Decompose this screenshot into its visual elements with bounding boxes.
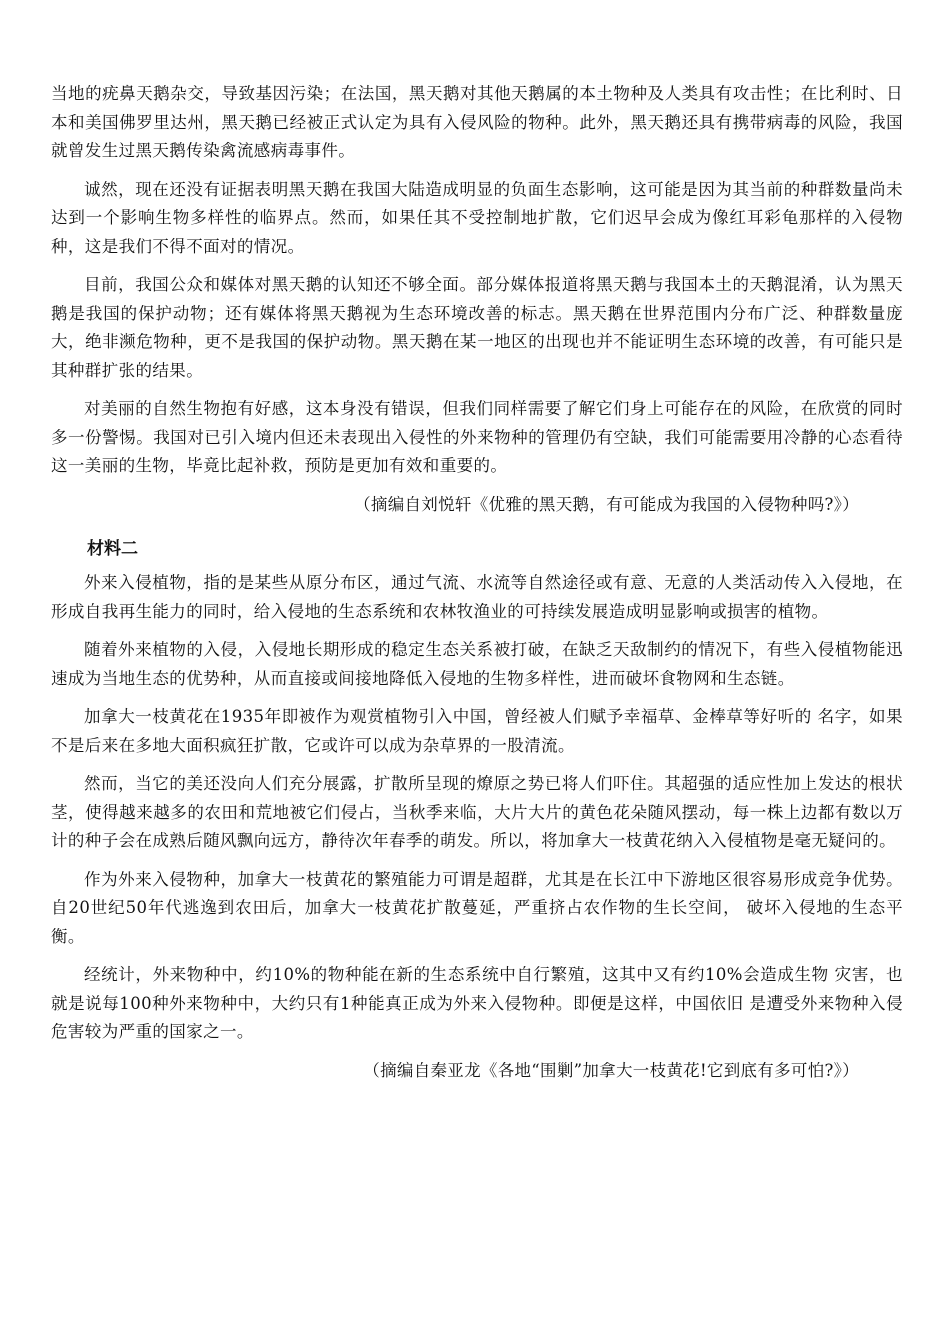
material-one-source: （摘编自刘悦轩《优雅的黑天鹅，有可能成为我国的入侵物种吗?》） [354, 494, 859, 514]
material-two-paragraph-2: 随着外来植物的入侵，入侵地长期形成的稳定生态关系被打破，在缺乏天敌制约的情况下，有些入侵植物能迅速成为当地生态的优势种，从而直接或间接地降低入侵地的生物多样性，进而破坏食物网和生态链。 [51, 640, 903, 688]
material-one-paragraph-1: 当地的疣鼻天鹅杂交，导致基因污染；在法国，黑天鹅对其他天鹅属的本土物种及人类具有攻击性；在比利时、日本和美国佛罗里达州，黑天鹅已经被正式认定为具有入侵风险的物种。此外，黑天鹅还具有携带病毒的风险，我国就曾发生过黑天鹅传染禽流感病毒事件。 [51, 84, 903, 160]
material-one-paragraph-4: 对美丽的自然生物抱有好感，这本身没有错误，但我们同样需要了解它们身上可能存在的风险，在欣赏的同时多一份警惕。我国对已引入境内但还未表现出入侵性的外来物种的管理仍有空缺，我们可能需要用冷静的心态看待这一美丽的生物，毕竟比起补救，预防是更加有效和重要的。 [51, 399, 903, 475]
document-page [51, 80, 903, 1101]
material-two-source: （摘编自秦亚龙《各地“围剿”加拿大一枝黄花!它到底有多可怕?》） [363, 1060, 859, 1080]
material-one-paragraph-3: 目前，我国公众和媒体对黑天鹅的认知还不够全面。部分媒体报道将黑天鹅与我国本土的天鹅混淆，认为黑天鹅是我国的保护动物；还有媒体将黑天鹅视为生态环境改善的标志。黑天鹅在世界范围内分布广泛、种群数量庞大，绝非濒危物种，更不是我国的保护动物。黑天鹅在某一地区的出现也并不能证明生态环境的改善，有可能只是其种群扩张的结果。 [51, 275, 903, 380]
material-one-paragraph-2: 诚然，现在还没有证据表明黑天鹅在我国大陆造成明显的负面生态影响，这可能是因为其当前的种群数量尚未达到一个影响生物多样性的临界点。然而，如果任其不受控制地扩散，它们迟早会成为像红耳彩龟那样的入侵物种，这是我们不得不面对的情况。 [51, 179, 903, 256]
material-two-heading: 材料二 [87, 539, 138, 559]
material-two-paragraph-5: 作为外来入侵物种，加拿大一枝黄花的繁殖能力可谓是超群，尤其是在长江中下游地区很容易形成竞争优势。自20世纪50年代逃逸到农田后，加拿大一枝黄花扩散蔓延，严重挤占农作物的生长空间， 破坏入侵地的生态平衡。 [51, 869, 903, 946]
material-two-paragraph-4: 然而，当它的美还没向人们充分展露，扩散所呈现的燎原之势已将人们吓住。其超强的适应性加上发达的根状茎，使得越来越多的农田和荒地被它们侵占，当秋季来临，大片大片的黄色花朵随风摆动，每一株上边都有数以万计的种子会在成熟后随风飘向远方，静待次年春季的萌发。所以，将加拿大一枝黄花纳入入侵植物是毫无疑问的。 [51, 774, 903, 850]
material-two-paragraph-3: 加拿大一枝黄花在1935年即被作为观赏植物引入中国，曾经被人们赋予幸福草、金棒草等好听的 名字，如果不是后来在多地大面积疯狂扩散，它或许可以成为杂草界的一股清流。 [51, 707, 903, 755]
material-two-paragraph-6: 经统计，外来物种中，约10%的物种能在新的生态系统中自行繁殖，这其中又有约10%会造成生物 灾害，也就是说每100种外来物种中，大约只有1种能真正成为外来入侵物种。即便是这样，中国依旧 是遭受外来物种入侵危害较为严重的国家之一。 [51, 965, 903, 1041]
material-two-paragraph-1: 外来入侵植物，指的是某些从原分布区，通过气流、水流等自然途径或有意、无意的人类活动传入入侵地，在形成自我再生能力的同时，给入侵地的生态系统和农林牧渔业的可持续发展造成明显影响或损害的植物。 [51, 573, 903, 621]
